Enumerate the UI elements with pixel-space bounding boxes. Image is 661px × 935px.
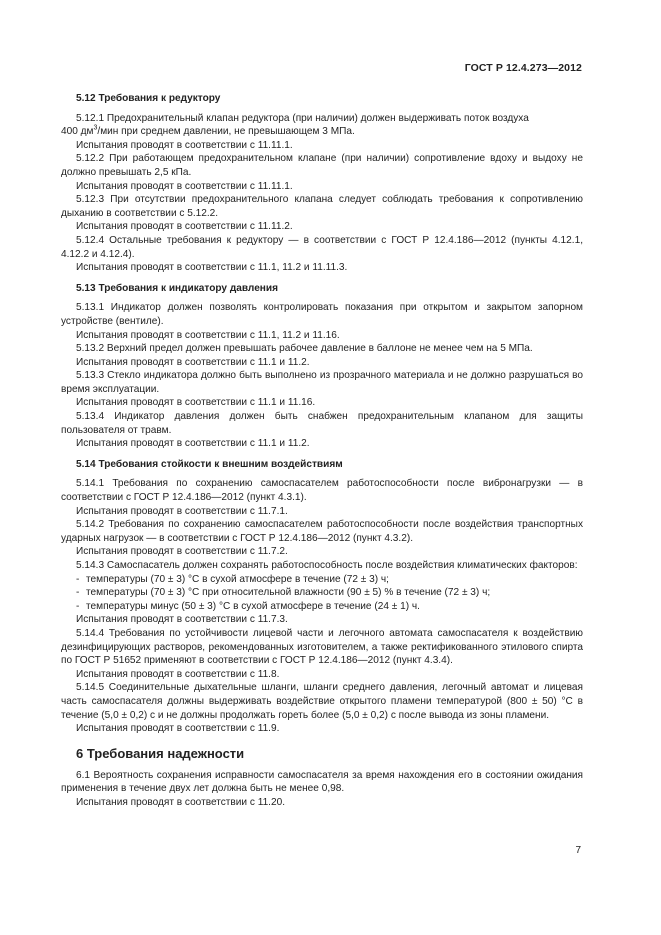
test-ref-5-14-2: Испытания проводят в соответствии с 11.7.2. xyxy=(76,546,288,558)
section-heading-5-14: 5.14 Требования стойкости к внешним воздействиям xyxy=(76,458,343,470)
list-item: - температуры (70 ± 3) °С в сухой атмосфере в течение (72 ± 3) ч; xyxy=(76,573,389,585)
section-heading-5-12: 5.12 Требования к редуктору xyxy=(76,93,221,104)
page-number: 7 xyxy=(575,845,581,856)
section-heading-6: 6 Требования надежности xyxy=(76,745,245,761)
list-item: - температуры (70 ± 3) °С при относительной влажности (90 ± 5) % в течение (72 ± 3) ч; xyxy=(76,587,491,599)
paragraph-5-12-1-cont: 400 $дм^3$/мин при среднем давлении, не превышающем 3 МПа. xyxy=(61,124,355,138)
paragraph-5-14-1: 5.14.1 Требования по сохранению самоспасателем работоспособности после вибронагрузки — в соответствии с ГОСТ Р 12.4.186—2012 (пункт 4.3.1). xyxy=(61,478,583,504)
test-ref-5-13-2: Испытания проводят в соответствии с 11.1 и 11.2. xyxy=(76,356,310,368)
test-ref-5-13-3: Испытания проводят в соответствии с 11.1 и 11.16. xyxy=(76,397,316,409)
test-ref-5-12-3: Испытания проводят в соответствии с 11.11.2. xyxy=(76,221,293,233)
paragraph-5-14-5: 5.14.5 Соединительные дыхательные шланги, шланги среднего давления, легочный автомат и лицевая часть самоспасателя должны выдерживать воздействие открытого пламени температурой (800 ± 50) °С в течение (5,0 ± 0,2) с и не должны продолжать гореть более (5,0 ± 0,2) с после вывода из зоны пламени. xyxy=(61,682,583,721)
paragraph-5-13-2: 5.13.2 Верхний предел должен превышать рабочее давление в баллоне не менее чем на 5 МПа. xyxy=(76,343,533,355)
test-ref-5-14-1: Испытания проводят в соответствии с 11.7.1. xyxy=(76,505,288,517)
test-ref-5-12-2: Испытания проводят в соответствии с 11.11.1. xyxy=(76,180,293,192)
test-ref-5-14-5: Испытания проводят в соответствии с 11.9. xyxy=(76,723,280,735)
paragraph-5-13-3: 5.13.3 Стекло индикатора должно быть выполнено из прозрачного материала и не должно разрушаться во время эксплуатации. xyxy=(61,370,583,395)
test-ref-5-13-4: Испытания проводят в соответствии с 11.1 и 11.2. xyxy=(76,438,310,450)
test-ref-5-14-4: Испытания проводят в соответствии с 11.8. xyxy=(76,668,280,680)
paragraph-6-1: 6.1 Вероятность сохранения исправности самоспасателя за время нахождения его в состоянии ожидания применения в течение двух лет должна быть не менее 0,98. xyxy=(61,769,583,795)
section-heading-5-13: 5.13 Требования к индикатору давления xyxy=(76,282,278,294)
document-body xyxy=(61,92,583,810)
test-ref-5-12-1: Испытания проводят в соответствии с 11.11.1. xyxy=(76,139,293,151)
test-ref-6-1: Испытания проводят в соответствии с 11.20. xyxy=(76,796,286,808)
list-item: - температуры минус (50 ± 3) °С в сухой атмосфере в течение (24 ± 1) ч. xyxy=(76,600,420,612)
paragraph-5-13-4: 5.13.4 Индикатор давления должен быть снабжен предохранительным клапаном для защиты пользователя от травм. xyxy=(61,411,583,436)
test-ref-5-13-1: Испытания проводят в соответствии с 11.1, 11.2 и 11.16. xyxy=(76,329,340,341)
paragraph-5-12-4: 5.12.4 Остальные требования к редуктору — в соответствии с ГОСТ Р 12.4.186—2012 (пункты 4.12.1, 4.12.2 и 4.12.4). xyxy=(61,234,583,260)
standard-header: ГОСТ Р 12.4.273—2012 xyxy=(464,62,582,74)
paragraph-5-12-3: 5.12.3 При отсутствии предохранительного клапана следует соблюдать требования к сопротивлению дыханию в соответствии с 5.12.2. xyxy=(61,194,583,219)
test-ref-5-14-3: Испытания проводят в соответствии с 11.7.3. xyxy=(76,614,288,626)
paragraph-5-13-1: 5.13.1 Индикатор должен позволять контролировать показания при открытом и закрытом запорном устройстве (вентиле). xyxy=(61,302,583,327)
test-ref-5-12-4: Испытания проводят в соответствии с 11.1, 11.2 и 11.11.3. xyxy=(76,262,348,274)
paragraph-5-12-1: 5.12.1 Предохранительный клапан редуктора (при наличии) должен выдерживать поток воздуха xyxy=(76,112,529,124)
paragraph-5-12-2: 5.12.2 При работающем предохранительном клапане (при наличии) сопротивление вдоху и выдоху не должно превышать 2,5 кПа. xyxy=(61,153,583,178)
paragraph-5-14-4: 5.14.4 Требования по устойчивости лицевой части и легочного автомата самоспасателя к воздействию дезинфицирующих растворов, рекомендованных изготовителем, а также ректификованного этилового спирта по ГОСТ Р 51652 применяют в соответствии с ГОСТ Р 12.4.186—2012 (пункт 4.3.4). xyxy=(61,627,583,667)
paragraph-5-14-3: 5.14.3 Самоспасатель должен сохранять работоспособность после воздействия климатических факторов: xyxy=(76,560,578,571)
paragraph-5-14-2: 5.14.2 Требования по сохранению самоспасателем работоспособности после воздействия транспортных ударных нагрузок — в соответствии с ГОСТ Р 12.4.186—2012 (пункт 4.3.2). xyxy=(61,519,583,544)
